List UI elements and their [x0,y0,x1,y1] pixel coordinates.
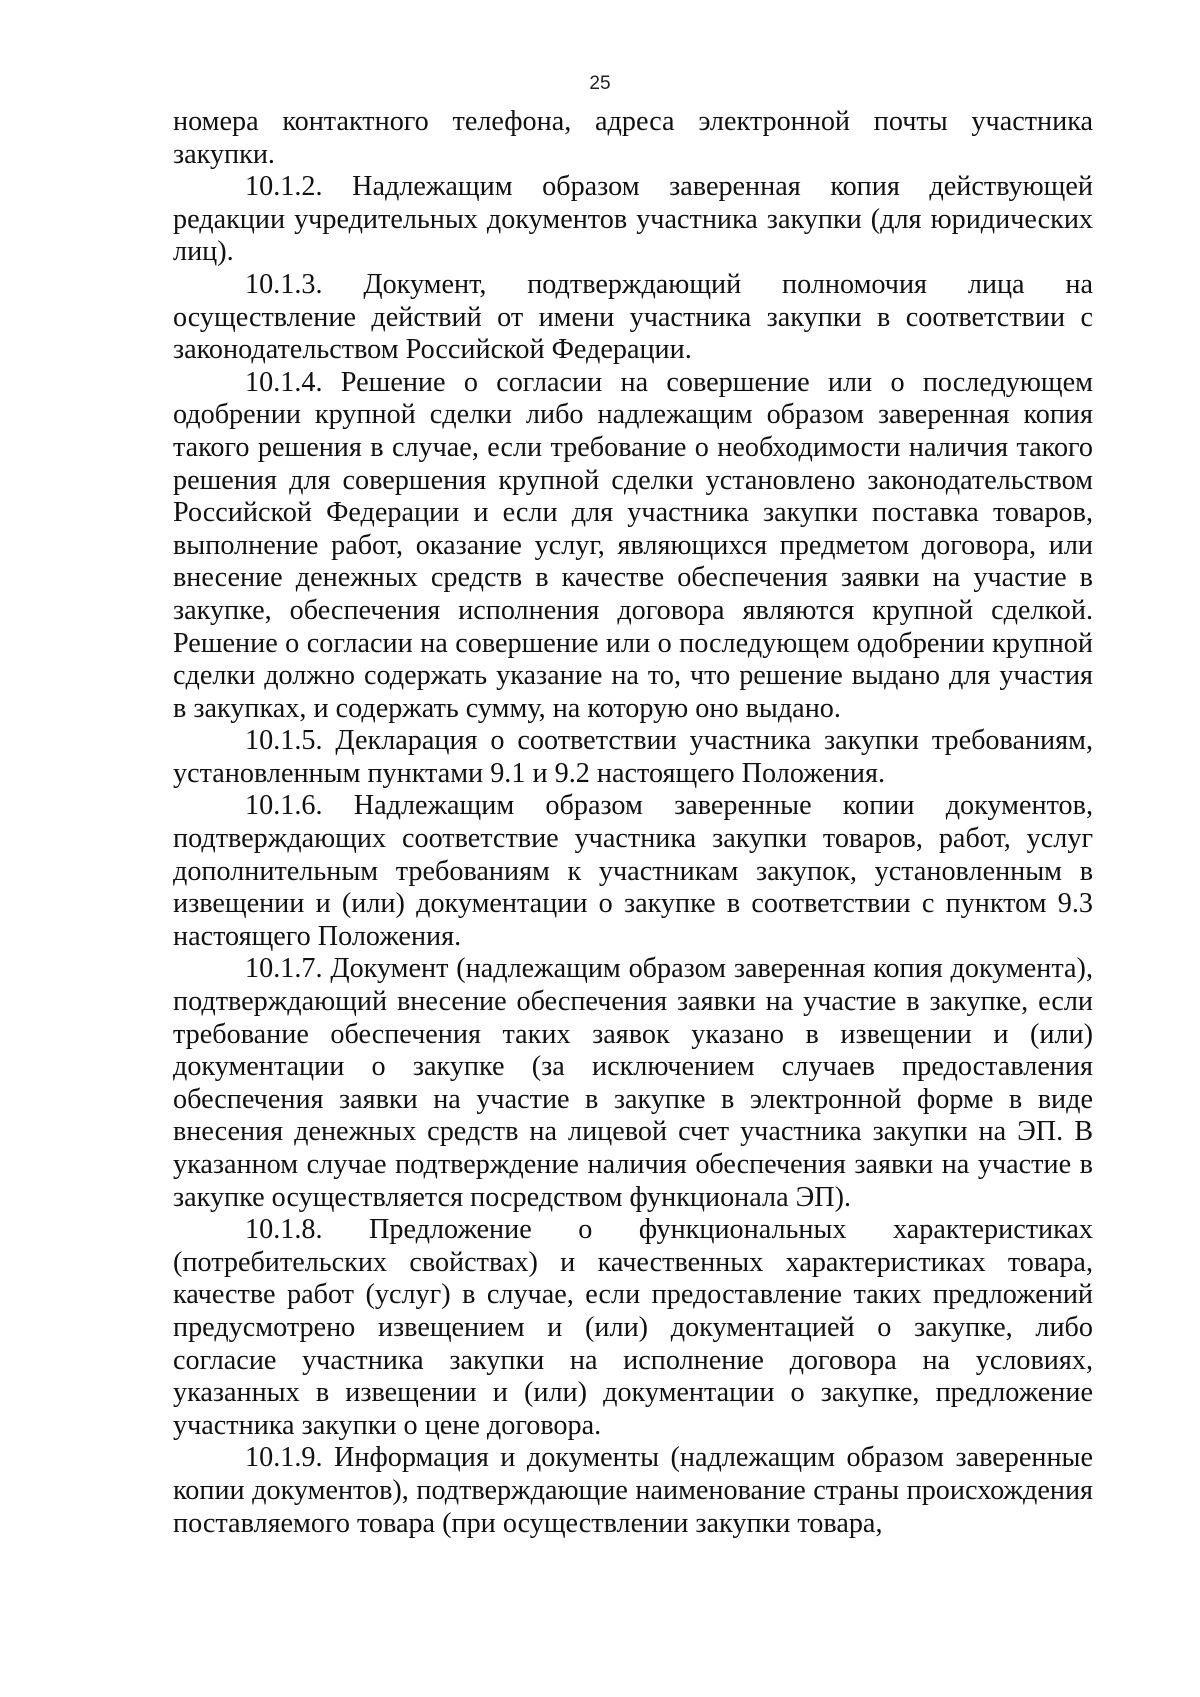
paragraph-10-1-7: 10.1.7. Документ (надлежащим образом заверенная копия документа), подтверждающий внесение обеспечения заявки на участие в закупке, если требование обеспечения таких заявок указано в извещении и (или) документации о закупке (за исключением случаев предоставления обеспечения заявки на участие в закупке в электронной форме в виде внесения денежных средств на лицевой счет участника закупки на ЭП. В указанном случае подтверждение наличия обеспечения заявки на участие в закупке осуществляется посредством функционала ЭП). [173,953,1093,1213]
page-number: 25 [589,73,611,94]
paragraph-continuation: номера контактного телефона, адреса электронной почты участника закупки. [173,106,1093,170]
paragraph-10-1-8: 10.1.8. Предложение о функциональных характеристиках (потребительских свойствах) и качественных характеристиках товара, качестве работ (услуг) в случае, если предоставление таких предложений предусмотрено извещением и (или) документацией о закупке, либо согласие участника закупки на исполнение договора на условиях, указанных в извещении и (или) документации о закупке, предложение участника закупки о цене договора. [173,1214,1093,1441]
paragraph-10-1-2: 10.1.2. Надлежащим образом заверенная копия действующей редакции учредительных документов участника закупки (для юридических лиц). [173,171,1093,268]
document-body [173,106,1093,1540]
paragraph-10-1-6: 10.1.6. Надлежащим образом заверенные копии документов, подтверждающих соответствие участника закупки товаров, работ, услуг дополнительным требованиям к участникам закупок, установленным в извещении и (или) документации о закупке в соответствии с пунктом 9.3 настоящего Положения. [173,790,1093,952]
paragraph-10-1-5: 10.1.5. Декларация о соответствии участника закупки требованиям, установленным пунктами 9.1 и 9.2 настоящего Положения. [173,725,1093,789]
paragraph-10-1-3: 10.1.3. Документ, подтверждающий полномочия лица на осуществление действий от имени участника закупки в соответствии с законодательством Российской Федерации. [173,268,1093,366]
paragraph-10-1-9: 10.1.9. Информация и документы (надлежащим образом заверенные копии документов), подтверждающие наименование страны происхождения поставляемого товара (при осуществлении закупки товара, [173,1442,1093,1539]
paragraph-10-1-4: 10.1.4. Решение о согласии на совершение или о последующем одобрении крупной сделки либо надлежащим образом заверенная копия такого решения в случае, если требование о необходимости наличия такого решения для совершения крупной сделки установлено законодательством Российской Федерации и если для участника закупки поставка товаров, выполнение работ, оказание услуг, являющихся предметом договора, или внесение денежных средств в качестве обеспечения заявки на участие в закупке, обеспечения исполнения договора являются крупной сделкой. Решение о согласии на совершение или о последующем одобрении крупной сделки должно содержать указание на то, что решение выдано для участия в закупках, и содержать сумму, на которую оно выдано. [173,366,1093,724]
